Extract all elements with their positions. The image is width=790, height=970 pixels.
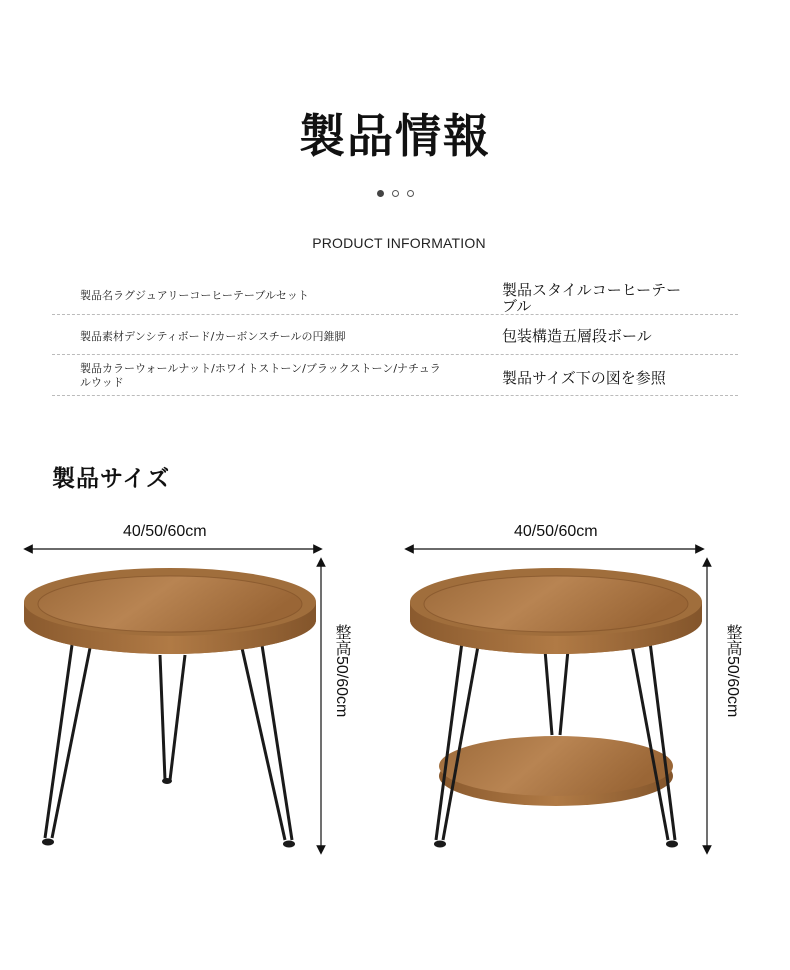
info-size: 製品サイズ下の図を参照 (502, 369, 666, 387)
single-tier-table (24, 568, 316, 848)
page-title: 製品情報 (299, 109, 491, 163)
left-width-label: 40/50/60cm (123, 523, 207, 540)
info-material: 製品素材デンシティボード/カーボンスチールの円錐脚 (80, 330, 346, 343)
two-tier-table (410, 568, 702, 848)
right-height-label: 整高50/60cm (724, 624, 741, 718)
right-width-label: 40/50/60cm (514, 523, 598, 540)
sizes-title: 製品サイズ (52, 466, 171, 492)
info-color: 製品カラーウォールナット/ホワイトストーン/ブラックストーン/ナチュラルウッド (80, 362, 441, 389)
page-subtitle: PRODUCT INFORMATION (312, 235, 486, 251)
left-height-label: 整高50/60cm (333, 624, 350, 718)
info-style: 製品スタイルコーヒーテーブル (502, 281, 682, 315)
info-name: 製品名ラグジュアリーコーヒーテーブルセット (80, 289, 309, 302)
info-packaging: 包装構造五層段ボール (502, 327, 652, 345)
